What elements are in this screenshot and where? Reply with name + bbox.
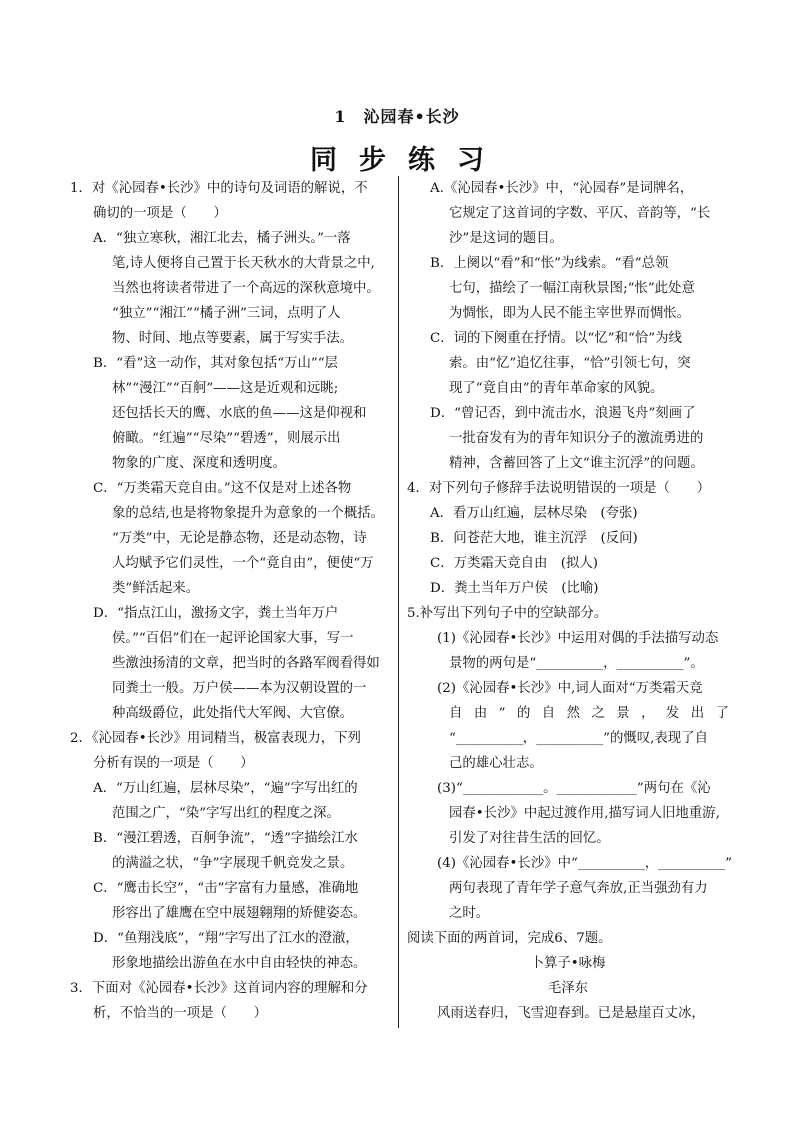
text-line: 当然也将读者带进了一个高远的深秋意境中。 [112,281,380,296]
text-line: B．“看”这一动作，其对象包括“万山”“层 [93,356,338,371]
text-line: A.《沁园春•长沙》中，“沁园春”是词牌名， [430,181,694,196]
text-line: 为惆怅，即为人民不能主宰世界而惆怅。 [449,306,691,321]
text-line: 之时。 [449,906,490,921]
text-line: 形象地描绘出游鱼在水中自由轻快的神态。 [112,956,367,971]
text-line: C．万类霜天竞自由 (拟人) [430,556,598,571]
text-line: 物、时间、地点等要素，属于写实手法。 [112,331,354,346]
char: 自 [449,706,463,721]
text-line: 4．对下列句子修辞手法说明错误的一项是（ ） [407,481,711,496]
char: 的 [516,706,531,721]
text-line: 一批奋发有为的青年知识分子的激流勇进的 [449,431,704,446]
text-line: 索。由“忆”追忆往事，“恰”引领七句，突 [449,356,691,371]
text-line: “独立”“湘江”“橘子洲”三词，点明了人 [112,306,341,321]
left-column [70,176,392,1026]
text-line: 己的雄心壮志。 [449,756,543,771]
text-line: D．“曾记否，到中流击水，浪遏飞舟”刻画了 [430,406,696,421]
text-line: 种高级爵位，此处指代大军阀、大官僚。 [112,706,354,721]
text-line: 还包括长天的鹰、水底的鱼——这是仰视和 [112,406,367,421]
text-line: 分析有误的一项是（ ） [93,756,254,771]
text-line: D．粪土当年万户侯 (比喻) [430,581,599,596]
right-column [407,176,732,1026]
column-divider [398,176,399,1028]
text-line: 阅读下面的两首词，完成6、7题。 [407,931,612,946]
char: 之 [591,706,605,721]
char: 由 [473,706,488,721]
char: 出 [690,706,705,721]
text-line: D．“指点江山，激扬文字，粪土当年万户 [93,606,339,621]
lesson-title: 1 沁园春•长沙 [334,107,460,126]
text-line: C．词的下阕重在抒情。以“忆”和“恰”为线 [430,331,682,346]
text-line: 侯。”“百侣”们在一起评论国家大事，写一 [112,631,354,646]
text-line: 类”鲜活起来。 [112,581,200,596]
text-line: B．问苍茫大地，谁主沉浮 (反问) [430,531,638,546]
text-line: D．“鱼翔浅底”，“翔”字写出了江水的澄澈， [93,931,359,946]
text-line: 范围之广，“染”字写出红的程度之深。 [112,806,340,821]
text-line: 它规定了这首词的字数、平仄、音韵等，“长 [449,206,711,221]
text-line: 现了“竟自由”的青年革命家的风貌。 [449,381,664,396]
text-line: 5.补写出下列句子中的空缺部分。 [407,606,608,621]
text-line: A．看万山红遍，层林尽染 (夸张) [430,506,638,521]
text-line: 毛泽东 [547,981,589,996]
char: 了 [715,706,729,721]
text-line: 同粪土一般。万户侯——本为汉朝设置的一 [112,681,367,696]
text-line: 笔,诗人便将自己置于长天秋水的大背景之中, [112,256,375,271]
text-line: 3．下面对《沁园春•长沙》这首词内容的理解和分 [70,981,368,996]
text-line: 风雨送春归，飞雪迎春到。已是悬崖百丈冰， [437,1006,705,1021]
text-line: 沙”是这词的题目。 [449,231,563,246]
text-line: 卜算子•咏梅 [530,956,606,971]
text-line: 些激浊扬清的文章，把当时的各路军阀看得如 [112,656,380,671]
text-line: 俯瞰。“红遍”“尽染”“碧透”，则展示出 [112,431,341,446]
text-line: 人均赋予它们灵性，一个“竟自由”，便使“万 [112,556,374,571]
text-line: “万类”中，无论是静态物，还是动态物，诗 [112,531,367,546]
char: ， [641,706,655,721]
text-line: (2)《沁园春•长沙》中,词人面对“万类霜天竞 [437,681,703,696]
text-line: 析，不恰当的一项是（ ） [93,1006,268,1021]
text-line: 七句，描绘了一幅江南秋景图;“怅”此处意 [449,281,695,296]
text-line: (1)《沁园春•长沙》中运用对偶的手法描写动态 [437,631,719,646]
text-line: (3)“____________。____________”两句在《沁 [437,781,711,796]
char: 景 [616,706,630,721]
text-line: B．“漫江碧透，百舸争流”，“透”字描绘江水 [93,831,358,846]
char: ” [498,706,506,721]
text-line: 的满溢之状，“争”字展现千帆竞发之景。 [112,856,354,871]
text-line: 两句表现了青年学子意气奔放,正当强劲有力 [449,881,708,896]
text-line: 1．对《沁园春•长沙》中的诗句及词语的解说，不 [70,181,368,196]
char: 然 [566,706,580,721]
char: 发 [665,706,680,721]
text-line: A．“万山红遍，层林尽染”，“遍”字写出红的 [93,781,358,796]
text-line: 精神，含蓄回答了上文“谁主沉浮”的问题。 [449,456,704,471]
text-line: (4)《沁园春•长沙》中“__________，__________” [437,856,732,871]
text-line: 林”“漫江”“百舸”——这是近观和远眺; [112,381,339,396]
text-line: 象的总结,也是将物象提升为意象的一个概括。 [112,506,385,521]
text-line: “__________，__________”的慨叹,表现了自 [449,731,708,746]
text-line: A．“独立寒秋，湘江北去，橘子洲头。”一落 [93,231,351,246]
text-line: 物象的广度、深度和透明度。 [112,456,287,471]
section-title: 同步练习 [310,145,506,176]
text-line: B．上阕以“看”和“怅”为线索。“看”总领 [430,256,669,271]
text-line: 2．《沁园春•长沙》用词精当，极富表现力，下列 [70,731,361,746]
text-line: C．“万类霜天竞自由。”这不仅是对上述各物 [93,481,352,496]
char: 自 [541,706,556,721]
text-line: 形容出了雄鹰在空中展翅翱翔的矫健姿态。 [112,906,367,921]
text-line [407,701,729,726]
text-line: 景物的两句是“__________，__________”。 [449,656,704,671]
text-line: 园春•长沙》中起过渡作用,描写词人旧地重游, [449,806,720,821]
text-line: 引发了对往昔生活的回忆。 [449,831,610,846]
text-line: C．“鹰击长空”，“击”字富有力量感，准确地 [93,881,359,896]
text-line: 确切的一项是（ ） [93,206,227,221]
